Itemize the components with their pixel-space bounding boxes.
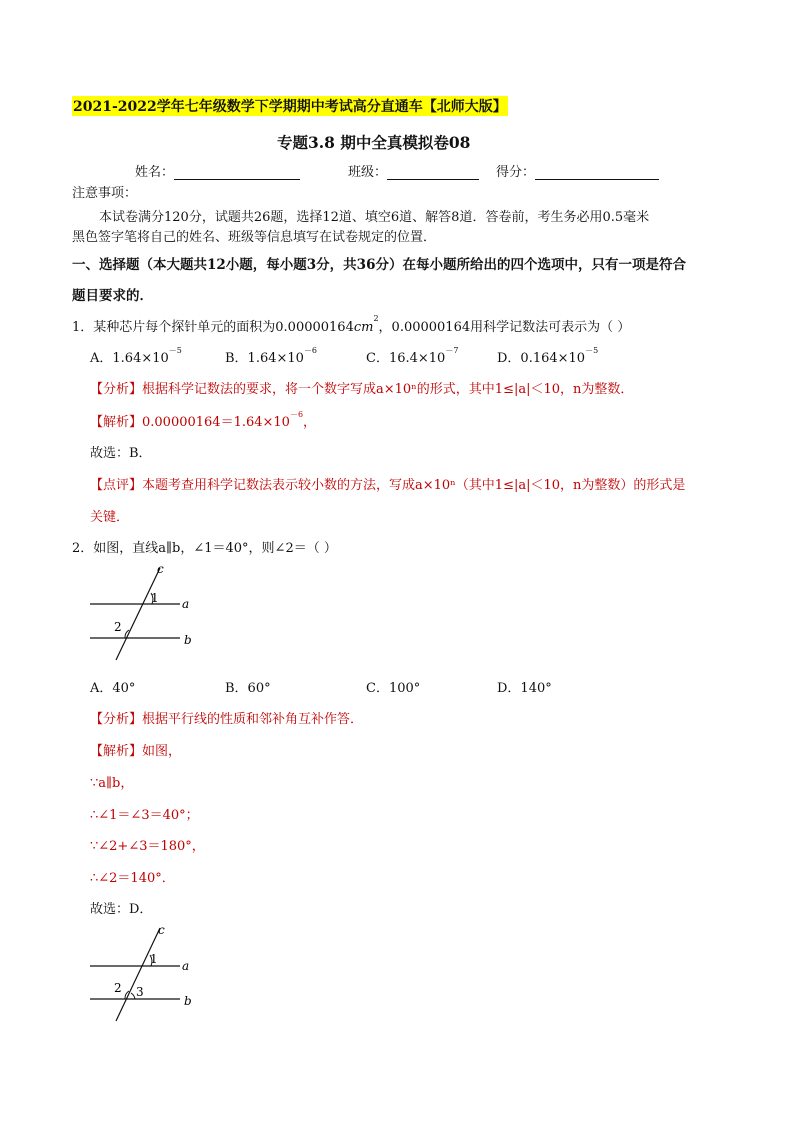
q2-solution-head: 【解析】如图， — [90, 744, 182, 759]
q2-option-a: A．40° — [90, 681, 136, 696]
name-blank — [174, 166, 300, 180]
q1-stem-text: 1．某种芯片每个探针单元的面积为0.00000164 — [72, 320, 354, 335]
angle3-arc — [131, 993, 135, 999]
q2-option-c: C．100° — [366, 681, 421, 696]
q1-comment-2: 关键． — [90, 510, 130, 525]
q1-analysis: 【分析】根据科学记数法的要求，将一个数字写成a×10ⁿ的形式，其中1≤|a|＜10，n为整数． — [90, 382, 634, 397]
class-field — [348, 161, 479, 180]
name-field — [135, 161, 300, 180]
line-c — [116, 928, 160, 1021]
q2-analysis: 【分析】根据平行线的性质和邻补角互补作答． — [90, 712, 364, 727]
class-label: 班级： — [348, 165, 388, 180]
q2-figure-1 — [80, 558, 210, 668]
q1-option-d: D．$0.164\times 10^{-5}$ — [497, 346, 599, 366]
q2-stem: 2．如图，直线a∥b，∠1＝40°，则∠2＝（ ） — [72, 541, 337, 556]
q2-step-1: ∵a∥b， — [90, 776, 134, 791]
q2-option-d: D．140° — [497, 681, 552, 696]
score-blank — [535, 166, 659, 180]
label-angle2: 2 — [114, 620, 122, 634]
q1-comment-1: 【点评】本题考查用科学记数法表示较小数的方法，写成a×10ⁿ（其中1≤|a|＜10，n为整数）的形式是 — [90, 478, 686, 493]
section1-line-1: 一、选择题（本大题共12小题，每小题3分，共36分）在每小题所给出的四个选项中，只有一项是符合 — [72, 257, 686, 273]
section1-line-2: 题目要求的． — [72, 288, 153, 304]
q1-answer: 故选：B． — [90, 446, 152, 461]
label-a: a — [182, 959, 190, 973]
class-blank — [387, 166, 479, 180]
label-angle1: 1 — [151, 591, 159, 605]
label-a: a — [182, 597, 190, 611]
notice-line-1: 本试卷满分120分，试题共26题，选择12道、填空6道、解答8道．答卷前，考生务必用0.5毫米 — [99, 210, 650, 225]
line-c — [116, 568, 160, 660]
notice-line-2: 黑色签字笔将自己的姓名、班级等信息填写在试卷规定的位置． — [72, 230, 437, 245]
label-angle2: 2 — [114, 981, 122, 995]
label-c: c — [157, 562, 164, 576]
q2-option-b: B．60° — [225, 681, 271, 696]
page-title: 专题3.8 期中全真模拟卷08 — [277, 133, 471, 152]
notice-heading: 注意事项： — [72, 186, 138, 201]
label-b: b — [184, 633, 192, 647]
label-angle1: 1 — [150, 952, 158, 966]
q1-stem-text-2: ，0.00000164用科学记数法可表示为（ ） — [378, 320, 631, 335]
q2-figure-2 — [80, 918, 210, 1028]
label-b: b — [184, 994, 192, 1008]
q1-solution: 【解析】$0.00000164=1.64\times 10^{-6}$， — [90, 410, 317, 430]
q2-step-2: ∴∠1＝∠3＝40°； — [90, 808, 199, 823]
q1-option-c: C．$16.4\times 10^{-7}$ — [366, 346, 459, 366]
q2-step-4: ∴∠2＝140°． — [90, 871, 175, 886]
q1-unit: cm — [353, 320, 374, 335]
series-header: 2021-2022学年七年级数学下学期期中考试高分直通车【北师大版】 — [72, 96, 508, 116]
label-angle3: 3 — [136, 985, 144, 999]
score-field — [496, 161, 659, 180]
q1-option-a: A．$1.64\times 10^{-5}$ — [90, 346, 182, 366]
q2-answer: 故选：D． — [90, 902, 153, 917]
score-label: 得分： — [496, 165, 536, 180]
q1-stem — [72, 316, 630, 335]
q1-unit-exp: 2 — [373, 314, 379, 323]
label-c: c — [158, 923, 165, 937]
q1-option-b: B．$1.64\times 10^{-6}$ — [225, 346, 318, 366]
q2-step-3: ∵∠2+∠3＝180°， — [90, 839, 205, 854]
name-label: 姓名： — [135, 165, 175, 180]
